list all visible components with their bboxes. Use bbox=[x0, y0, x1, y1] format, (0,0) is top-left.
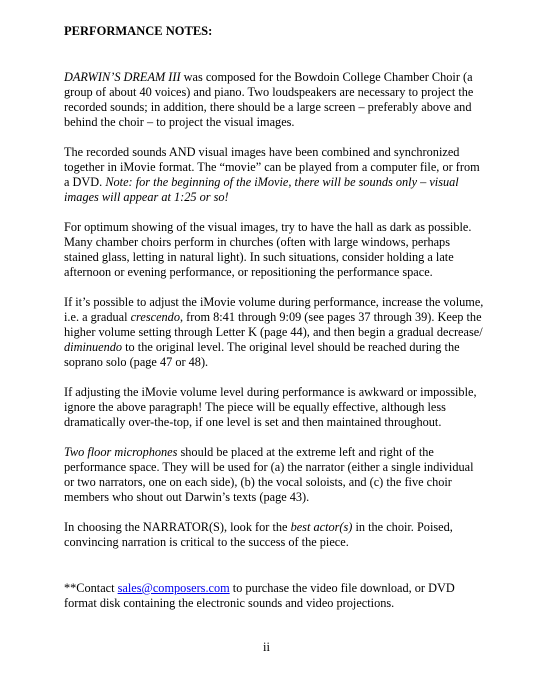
paragraph-volume bbox=[64, 295, 485, 370]
email-link[interactable]: sales@composers.com bbox=[117, 581, 230, 595]
microphones-text: should be placed at the extreme left and right of the performance space. They will be used for (a) the narrator (either a single individual or two narrators, one on each side), (b) the vocal soloists, and (c) the five choir members who shout out Darwin’s texts (page 43). bbox=[64, 445, 474, 504]
imovie-text: The recorded sounds AND visual images have been combined and synchronized together in iMovie format. The “movie” can be played from a computer file, or from a DVD. bbox=[64, 145, 480, 189]
best-actor-term: best actor(s) bbox=[290, 520, 353, 534]
contact-text-a: **Contact bbox=[64, 581, 118, 595]
narrator-text-a: In choosing the NARRATOR(S), look for the bbox=[64, 520, 291, 534]
diminuendo-term: diminuendo bbox=[64, 340, 123, 354]
lighting-text: For optimum showing of the visual images, try to have the hall as dark as possible. Many chamber choirs perform in churches (often with large windows, perhaps stained glass, letting in natural light). In such situations, consider holding a late afternoon or evening performance, or repositioning the performance space. bbox=[64, 220, 472, 279]
volume-text-b: , from 8:41 through 9:09 (see pages 37 through 39). Keep the higher volume setting through Letter K (page 44), and then begin a gradual decrease/ bbox=[64, 310, 483, 339]
paragraph-contact bbox=[64, 581, 485, 611]
volume-text-a: If it’s possible to adjust the iMovie volume during performance, increase the volume, i.e. a gradual bbox=[64, 295, 484, 324]
paragraph-imovie bbox=[64, 145, 485, 205]
volume-text-c: to the original level. The original level should be reached during the soprano solo (page 47 or 48). bbox=[64, 340, 460, 369]
paragraph-microphones bbox=[64, 445, 485, 505]
intro-text: was composed for the Bowdoin College Chamber Choir (a group of about 40 voices) and piano. Two loudspeakers are necessary to project the recorded sounds; in addition, there should be a large screen – preferably above and behind the choir – to project the visual images. bbox=[64, 70, 474, 129]
paragraph-narrator bbox=[64, 520, 485, 550]
paragraph-lighting bbox=[64, 220, 485, 280]
narrator-text-b: in the choir. Poised, convincing narration is critical to the success of the piece. bbox=[64, 520, 453, 549]
crescendo-term: crescendo bbox=[130, 310, 180, 324]
paragraph-intro bbox=[64, 70, 485, 130]
page-number: ii bbox=[263, 640, 270, 654]
work-title: DARWIN’S DREAM III bbox=[64, 70, 181, 84]
page-heading: PERFORMANCE NOTES: bbox=[64, 24, 213, 38]
microphones-lead: Two floor microphones bbox=[64, 445, 178, 459]
imovie-note: Note: for the beginning of the iMovie, there will be sounds only – visual images will appear at 1:25 or so! bbox=[64, 175, 459, 204]
alternative-text: If adjusting the iMovie volume level during performance is awkward or impossible, ignore the above paragraph! The piece will be equally effective, although less dramatically over-the-top, if one level is set and then maintained throughout. bbox=[64, 385, 477, 429]
contact-text-b: to purchase the video file download, or DVD format disk containing the electronic sounds and video projections. bbox=[64, 581, 455, 610]
paragraph-alternative bbox=[64, 385, 485, 430]
